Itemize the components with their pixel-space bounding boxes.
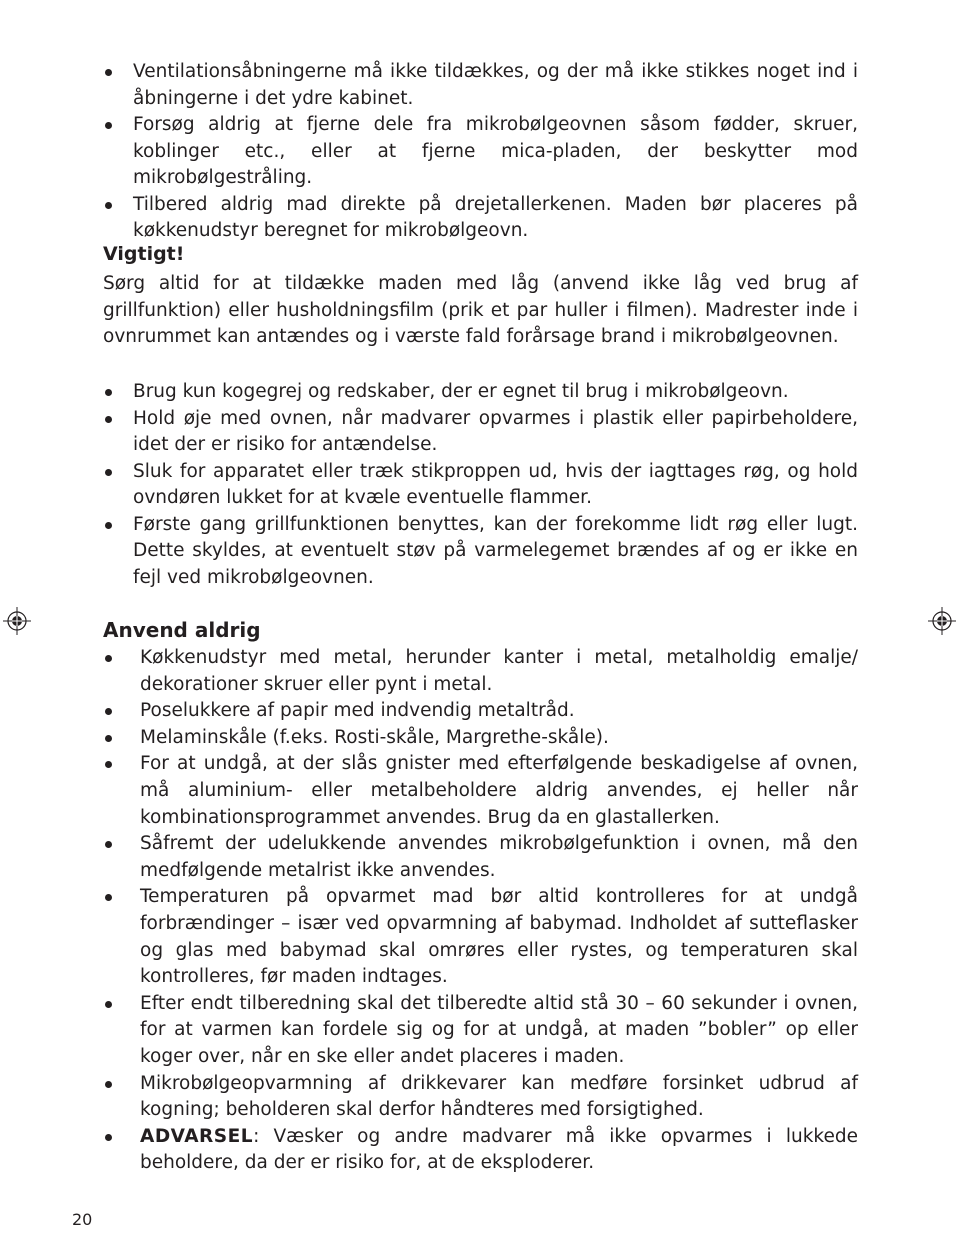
never-use-list xyxy=(140,645,858,1177)
important-text: Sørg altid for at tildække maden med låg (anvend ikke låg ved brug af grillfunktion) eller husholdningsfilm (prik et par huller i filmen). Madrester inde i ovnrummet kan antændes og i værste fald forårsage brand i mikrobølgeovnen. xyxy=(103,273,858,347)
list-item: Brug kun kogegrej og redskaber, der er egnet til brug i mikrobølgeovn. xyxy=(133,379,858,406)
list-item: Såfremt der udelukkende anvendes mikrobølgefunktion i ovnen, må den medfølgende metalrist ikke anvendes. xyxy=(140,831,858,884)
list-item: Sluk for apparatet eller træk stikproppen ud, hvis der iagttages røg, og hold ovndøren lukket for at kvæle eventuelle flammer. xyxy=(133,459,858,512)
warning-text: : Væsker og andre madvarer må ikke opvarmes i lukkede beholdere, da der er risiko for, at de eksploderer. xyxy=(140,1125,858,1174)
list-item: Ventilationsåbningerne må ikke tildækkes, og der må ikke stikkes noget ind i åbningerne i det ydre kabinet. xyxy=(133,59,858,112)
list-item: Poselukkere af papir med indvendig metaltråd. xyxy=(140,698,858,725)
never-use-heading: Anvend aldrig xyxy=(103,618,261,642)
list-item: Temperaturen på opvarmet mad bør altid kontrolleres for at undgå forbrændinger – især ved opvarmning af babymad. Indholdet af sutteflasker og glas med babymad skal omrøres eller rystes, og temperaturen skal kontrolleres, før maden indtages. xyxy=(140,884,858,990)
list-item: Tilbered aldrig mad direkte på drejetallerkenen. Maden bør placeres på køkkenudstyr beregnet for mikrobølgeovn. xyxy=(133,192,858,245)
list-item: Første gang grillfunktionen benyttes, kan der forekomme lidt røg eller lugt. Dette skyldes, at eventuelt støv på varmelegemet brændes af og er ikke en fejl ved mikrobølgeovnen. xyxy=(133,512,858,592)
page-number: 20 xyxy=(72,1210,93,1229)
list-item: Melaminskåle (f.eks. Rosti-skåle, Margrethe-skåle). xyxy=(140,725,858,752)
safety-list-middle xyxy=(133,379,858,591)
registration-mark-icon xyxy=(927,606,957,636)
warning-item xyxy=(140,1124,858,1177)
warning-label: ADVARSEL xyxy=(140,1125,254,1147)
registration-mark-icon xyxy=(2,606,32,636)
list-item: Mikrobølgeopvarmning af drikkevarer kan medføre forsinket udbrud af kogning; beholderen skal derfor håndteres med forsigtighed. xyxy=(140,1071,858,1124)
safety-list-top xyxy=(133,59,858,245)
list-item: Forsøg aldrig at fjerne dele fra mikrobølgeovnen såsom fødder, skruer, koblinger etc., eller at fjerne mica-pladen, der beskytter mod mikrobølgestråling. xyxy=(133,112,858,192)
list-item: For at undgå, at der slås gnister med efterfølgende beskadigelse af ovnen, må aluminium- eller metalbeholdere aldrig anvendes, ej heller når kombinationsprogrammet anvendes. Brug da en glastallerken. xyxy=(140,751,858,831)
important-heading: Vigtigt! xyxy=(103,243,185,265)
list-item: Hold øje med ovnen, når madvarer opvarmes i plastik eller papirbeholdere, idet der er risiko for antændelse. xyxy=(133,406,858,459)
list-item: Efter endt tilberedning skal det tilberedte altid stå 30 – 60 sekunder i ovnen, for at varmen kan fordele sig og for at undgå, at maden ”bobler” op eller koger over, når en ske eller andet placeres i maden. xyxy=(140,991,858,1071)
list-item: Køkkenudstyr med metal, herunder kanter i metal, metalholdig emalje/ dekorationer skruer eller pynt i metal. xyxy=(140,645,858,698)
